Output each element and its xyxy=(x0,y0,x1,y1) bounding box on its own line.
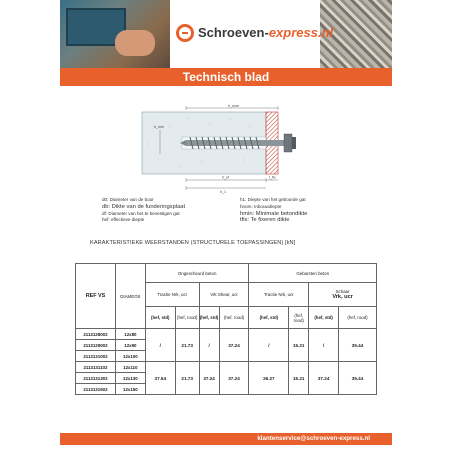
dim-cell: 12x110 xyxy=(115,362,145,373)
ref-cell: 2113128002 xyxy=(76,329,116,340)
logo-icon xyxy=(176,24,194,42)
value-cell: 37.24 xyxy=(309,362,339,395)
ref-cell: 2113131502 xyxy=(76,384,116,395)
subheader: (hef, std) xyxy=(199,307,219,329)
value-cell: / xyxy=(199,329,219,362)
page-title: Technisch blad xyxy=(60,68,392,86)
ref-cell: 2113131002 xyxy=(76,351,116,362)
shear-header-2: Schaar Vrk, ucr xyxy=(309,283,377,307)
ref-cell: 2113131102 xyxy=(76,362,116,373)
subheader: (hef, rood) xyxy=(175,307,199,329)
legend-item: h1: Diepte van het geboorde gat xyxy=(240,197,306,202)
value-cell: 37.24 xyxy=(219,329,249,362)
value-cell: 26.27 xyxy=(249,362,289,395)
ref-cell: 2113129002 xyxy=(76,340,116,351)
dim-cell: 12x130 xyxy=(115,373,145,384)
value-cell: 15.21 xyxy=(289,362,309,395)
value-cell: 15.21 xyxy=(289,329,309,362)
section-title: KARAKTERISTIEKE WEERSTANDEN (STRUCTURELE TOEPASSINGEN) [kN] xyxy=(90,240,296,246)
header-banner xyxy=(60,0,392,68)
subheader: (hef, rood) xyxy=(339,307,377,329)
value-cell: / xyxy=(249,329,289,362)
subheader: (hef, std) xyxy=(249,307,289,329)
logo-text: Schroeven-express.nl xyxy=(198,25,334,40)
value-cell: 35.44 xyxy=(339,329,377,362)
resistance-table xyxy=(75,263,377,395)
tractie-header-1: Tractie Nrk, ucr xyxy=(145,283,199,307)
label-h1: h_1 xyxy=(220,190,226,194)
cracked-header: Gebarsten beton xyxy=(249,264,377,283)
value-cell: / xyxy=(309,329,339,362)
value-cell: 35.44 xyxy=(339,362,377,395)
legend-item: hmin: Minimale betondikte xyxy=(240,210,308,217)
dim-cell: 12x90 xyxy=(115,340,145,351)
legend-item: df: Diameter van het te bevestigen gat xyxy=(102,210,180,216)
label-hnom: h_nom xyxy=(228,104,239,108)
table-row xyxy=(76,329,377,340)
dim-header: DIAMEOS xyxy=(115,264,145,329)
ref-header: REF VS xyxy=(76,264,116,329)
ref-cell: 2113131302 xyxy=(76,373,116,384)
subheader: (hef, rood) xyxy=(289,307,309,329)
footer-bar xyxy=(60,433,392,445)
footer-email-link[interactable]: klantenservice@schroeven-express.nl xyxy=(257,435,370,442)
screw-shank xyxy=(186,140,284,146)
subheader: (hef, rood) xyxy=(219,307,249,329)
label-tfix: t_fix xyxy=(269,175,276,180)
dim-cell: 12x150 xyxy=(115,384,145,395)
legend-item: hef: effectieve diepte xyxy=(102,217,145,223)
legend-right xyxy=(240,197,307,224)
value-cell: 37.54 xyxy=(145,362,175,395)
value-cell: 37.24 xyxy=(199,362,219,395)
table-row xyxy=(76,362,377,373)
label-hmin: h_min xyxy=(154,125,164,129)
legend-item: hnom: Inbouwdiepte xyxy=(240,203,282,209)
legend-item: db: Dikte van de funderingsplaat xyxy=(102,203,186,210)
uncracked-header: Ongescheurd beton xyxy=(145,264,249,283)
hand-shape xyxy=(115,30,155,56)
legend-item: d0: Diameter van de boor xyxy=(102,197,154,202)
brand-logo[interactable] xyxy=(176,22,334,44)
toolbox-photo xyxy=(60,0,170,68)
legend-left xyxy=(102,197,185,224)
dim-cell: 12x100 xyxy=(115,351,145,362)
value-cell: 21.73 xyxy=(175,362,199,395)
legend-item: tfix: Te fixeren dikte xyxy=(240,217,290,224)
subheader: (hef, std) xyxy=(309,307,339,329)
anchor-diagram xyxy=(140,104,310,194)
label-hef: h_ef xyxy=(222,175,229,180)
tractie-header-2: Tractie Nrk, ucr xyxy=(249,283,309,307)
value-cell: 21.73 xyxy=(175,329,199,362)
screw-head-cap xyxy=(292,137,296,149)
shear-header-1: Vrk Shear, ucr xyxy=(199,283,249,307)
screw-head xyxy=(284,134,292,152)
subheader: (hef, std) xyxy=(145,307,175,329)
value-cell: / xyxy=(145,329,175,362)
dim-cell: 12x80 xyxy=(115,329,145,340)
value-cell: 37.24 xyxy=(219,362,249,395)
